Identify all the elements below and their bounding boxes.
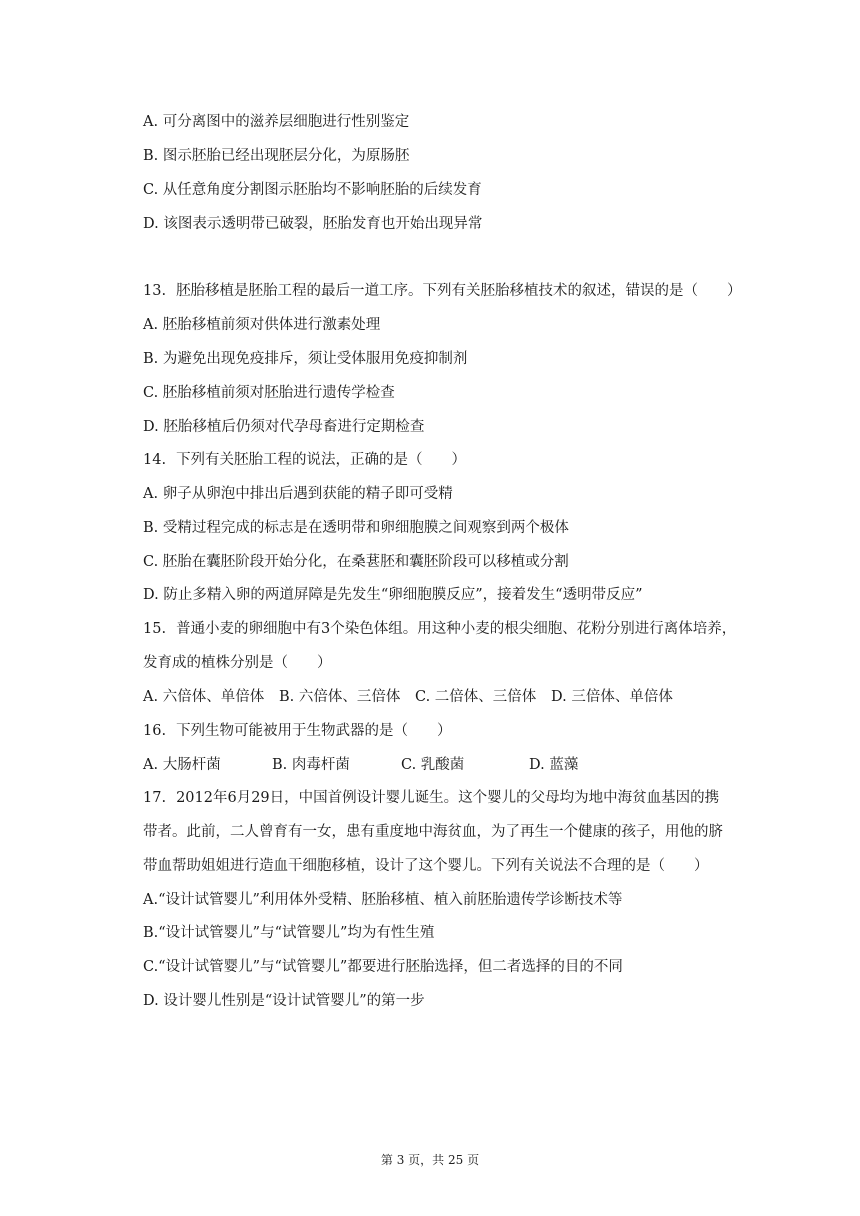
q16-stem	[143, 721, 452, 741]
q12-option-d: D. 该图表示透明带已破裂，胚胎发育也开始出现异常	[143, 216, 483, 232]
q13-stem	[143, 281, 742, 301]
q14-number: 14.	[143, 452, 167, 468]
q15-stem-text-1: 普通小麦的卵细胞中有3个染色体组。用这种小麦的根尖细胞、花粉分别进行离体培养，	[176, 621, 737, 637]
q15-option-a: A. 六倍体、单倍体	[143, 689, 265, 705]
q17-stem-text-1: 2012年6月29日，中国首例设计婴儿诞生。这个婴儿的父母均为地中海贫血基因的携	[176, 790, 720, 806]
q17-option-b: B.“设计试管婴儿”与“试管婴儿”均为有性生殖	[143, 925, 435, 941]
q15-option-c: C. 二倍体、三倍体	[415, 689, 537, 705]
q14-option-a: A. 卵子从卵泡中排出后遇到获能的精子即可受精	[143, 486, 453, 502]
q13-option-c: C. 胚胎移植前须对胚胎进行遗传学检查	[143, 385, 395, 401]
q12-option-b: B. 图示胚胎已经出现胚层分化，为原肠胚	[143, 148, 410, 164]
q15-stem-line-2: 发育成的植株分别是（ ）	[143, 655, 332, 671]
q13-stem-text: 胚胎移植是胚胎工程的最后一道工序。下列有关胚胎移植技术的叙述，错误的是（ ）	[176, 283, 742, 299]
q17-number: 17.	[143, 790, 167, 806]
q17-option-a: A.“设计试管婴儿”利用体外受精、胚胎移植、植入前胚胎遗传学诊断技术等	[143, 892, 623, 908]
q17-stem-line-2: 带者。此前，二人曾育有一女，患有重度地中海贫血，为了再生一个健康的孩子，用他的脐	[143, 824, 723, 840]
q14-stem	[143, 450, 466, 470]
q12-option-a: A. 可分离图中的滋养层细胞进行性别鉴定	[143, 114, 410, 130]
q13-number: 13.	[143, 283, 167, 299]
q16-stem-text: 下列生物可能被用于生物武器的是（ ）	[176, 723, 452, 739]
q15-stem-line-1	[143, 619, 736, 639]
q14-option-b: B. 受精过程完成的标志是在透明带和卵细胞膜之间观察到两个极体	[143, 520, 569, 536]
page-footer: 第 3 页，共 25 页	[380, 1153, 480, 1167]
q13-option-d: D. 胚胎移植后仍须对代孕母畜进行定期检查	[143, 419, 425, 435]
q14-option-c: C. 胚胎在囊胚阶段开始分化，在桑葚胚和囊胚阶段可以移植或分割	[143, 554, 569, 570]
q17-option-c: C.“设计试管婴儿”与“试管婴儿”都要进行胚胎选择，但二者选择的目的不同	[143, 959, 623, 975]
q15-number: 15.	[143, 621, 167, 637]
q16-option-c: C. 乳酸菌	[401, 757, 465, 773]
q17-option-d: D. 设计婴儿性别是“设计试管婴儿”的第一步	[143, 993, 425, 1009]
q17-stem-line-3: 带血帮助姐姐进行造血干细胞移植，设计了这个婴儿。下列有关说法不合理的是（ ）	[143, 858, 709, 874]
q16-number: 16.	[143, 723, 167, 739]
q12-option-c: C. 从任意角度分割图示胚胎均不影响胚胎的后续发育	[143, 182, 482, 198]
q13-option-a: A. 胚胎移植前须对供体进行激素处理	[143, 317, 381, 333]
q16-option-b: B. 肉毒杆菌	[272, 757, 350, 773]
q15-option-d: D. 三倍体、单倍体	[551, 689, 673, 705]
q16-options	[143, 755, 578, 775]
q15-option-b: B. 六倍体、三倍体	[279, 689, 401, 705]
q14-option-d: D. 防止多精入卵的两道屏障是先发生“卵细胞膜反应”，接着发生“透明带反应”	[143, 587, 643, 603]
q13-option-b: B. 为避免出现免疫排斥，须让受体服用免疫抑制剂	[143, 351, 468, 367]
q14-stem-text: 下列有关胚胎工程的说法，正确的是（ ）	[176, 452, 467, 468]
q15-options	[143, 687, 673, 707]
q16-option-a: A. 大肠杆菌	[143, 757, 221, 773]
q17-stem-line-1	[143, 788, 719, 808]
q16-option-d: D. 蓝藻	[529, 757, 579, 773]
